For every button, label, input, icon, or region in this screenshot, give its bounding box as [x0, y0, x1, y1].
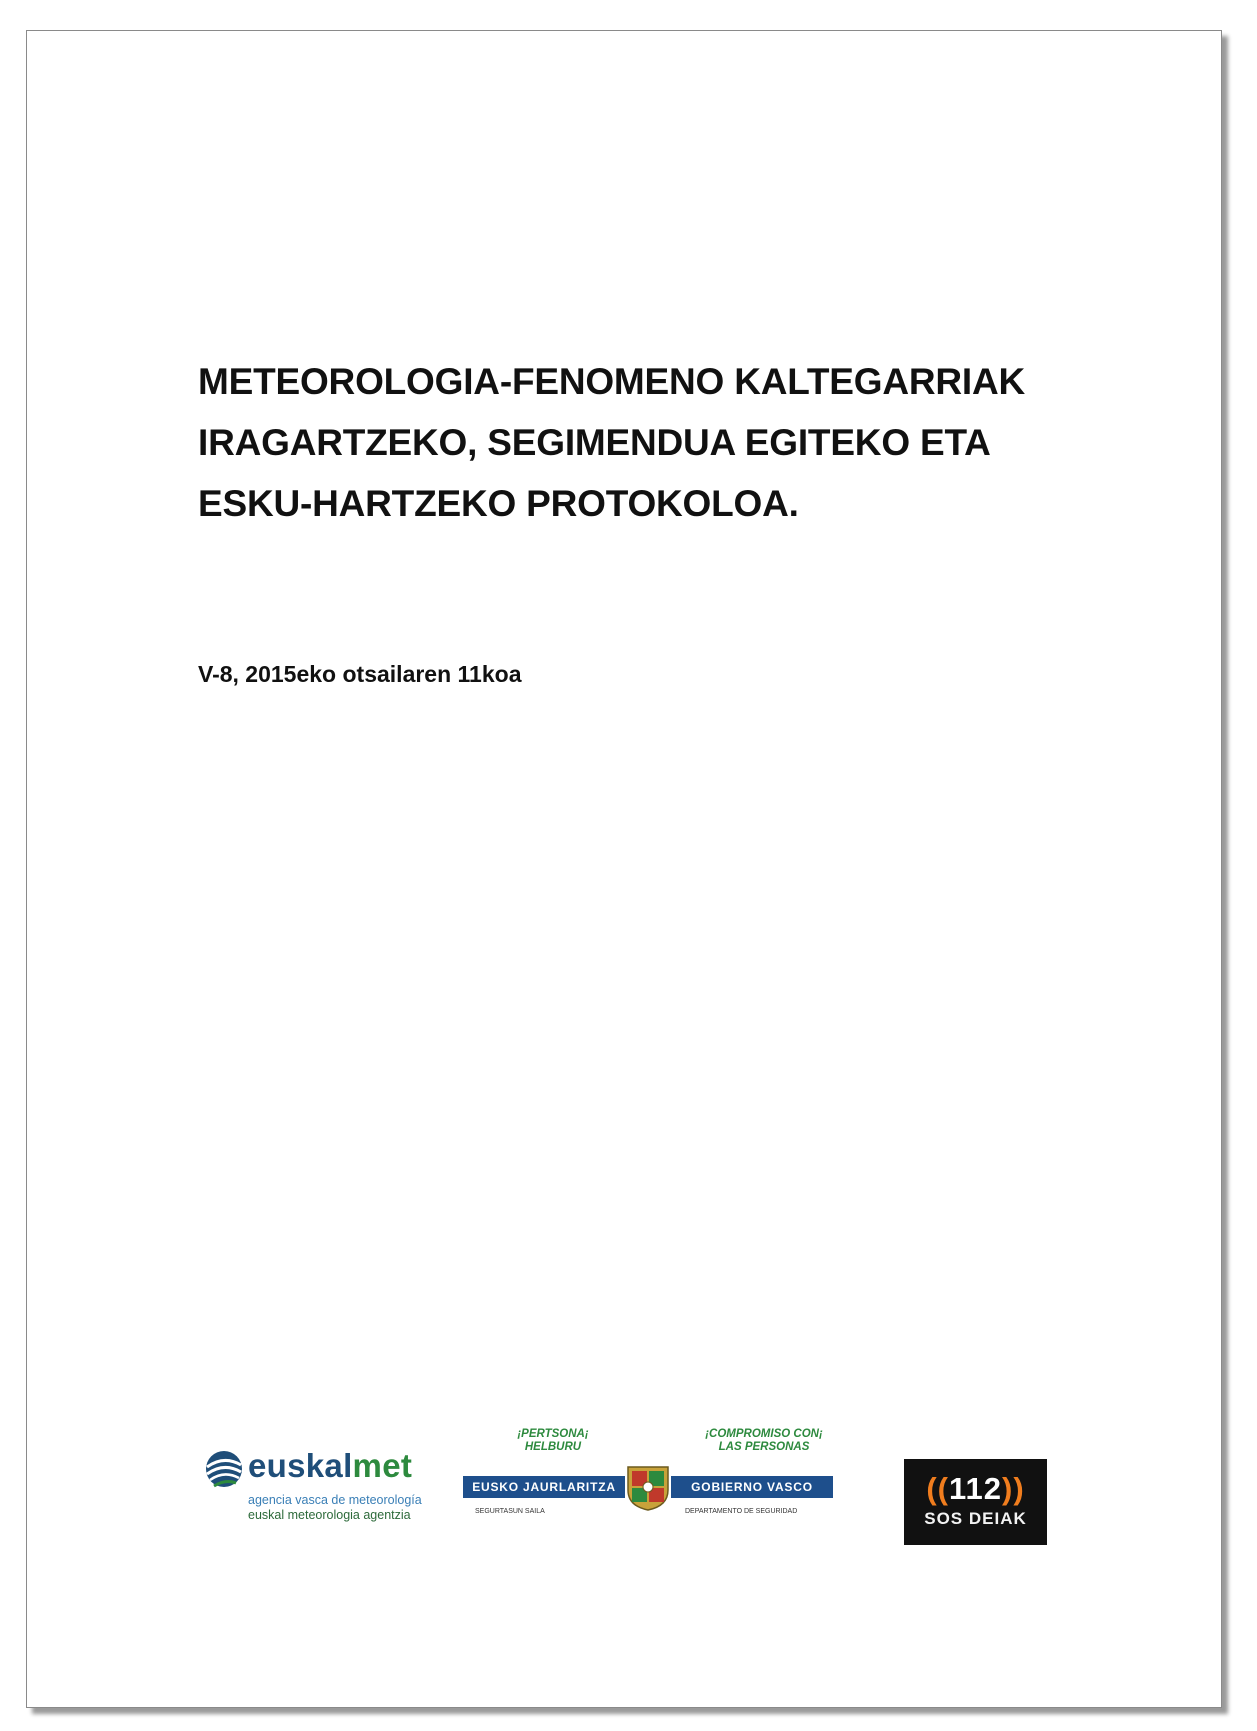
- version-date: V-8, 2015eko otsailaren 11koa: [198, 661, 522, 687]
- document-title: [198, 351, 1025, 534]
- slogan-es: ¡COMPROMISO CON¡ LAS PERSONAS: [705, 1428, 823, 1453]
- coat-of-arms-icon: [625, 1464, 671, 1512]
- sos-number: ((112)): [926, 1471, 1025, 1506]
- title-line-3: ESKU-HARTZEKO PROTOKOLOA.: [198, 483, 799, 524]
- eusko-jaurlaritza-bar: EUSKO JAURLARITZA: [463, 1476, 625, 1498]
- gobierno-vasco-logo: [463, 1426, 858, 1526]
- title-line-2: IRAGARTZEKO, SEGIMENDUA EGITEKO ETA: [198, 422, 991, 463]
- slogan-eu: ¡PERTSONA¡ HELBURU: [517, 1428, 589, 1453]
- euskalmet-subtitle-eu: euskal meteorologia agentzia: [248, 1508, 411, 1522]
- euskalmet-subtitle-es: agencia vasca de meteorología: [248, 1493, 422, 1507]
- sos-deiak-logo: [904, 1459, 1047, 1545]
- dept-eu: SEGURTASUN SAILA: [475, 1508, 545, 1515]
- euskalmet-logo: [204, 1447, 444, 1522]
- logos-footer: [27, 1426, 1221, 1526]
- euskalmet-globe-icon: [204, 1449, 244, 1489]
- document-page: [26, 30, 1222, 1708]
- euskalmet-wordmark: euskalmet: [248, 1447, 413, 1484]
- dept-es: DEPARTAMENTO DE SEGURIDAD: [685, 1508, 798, 1515]
- gobierno-vasco-bar: GOBIERNO VASCO: [671, 1476, 833, 1498]
- sos-text: SOS DEIAK: [924, 1509, 1027, 1528]
- title-line-1: METEOROLOGIA-FENOMENO KALTEGARRIAK: [198, 361, 1026, 402]
